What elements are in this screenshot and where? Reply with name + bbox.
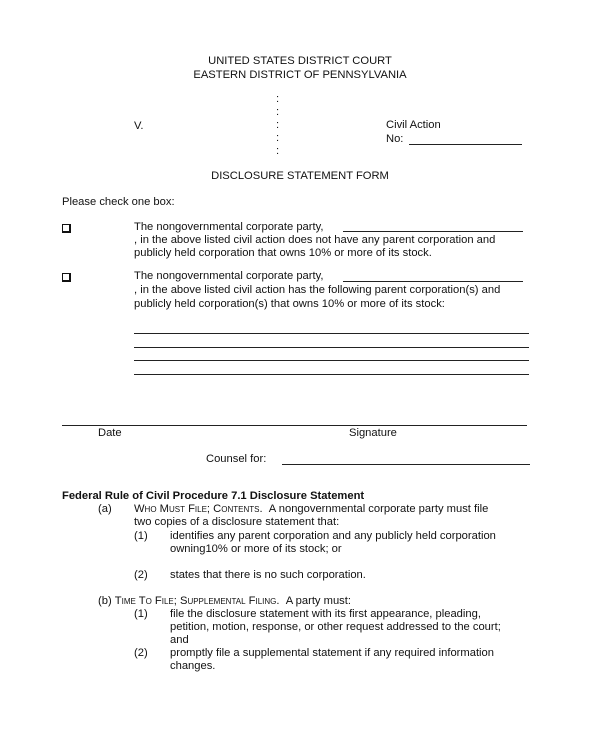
option-2-party-field[interactable] [343, 281, 523, 282]
court-name: UNITED STATES DISTRICT COURT [208, 55, 392, 67]
rule-b2-line-1: promptly file a supplemental statement if any required information [170, 647, 494, 659]
option-2-checkbox[interactable] [62, 273, 71, 282]
rule-b-line-1 [98, 595, 351, 608]
rule-b2-line-2: changes. [170, 660, 216, 672]
date-signature-line[interactable] [62, 425, 527, 426]
rule-b1-line-3: and [170, 634, 189, 646]
counsel-field[interactable] [282, 464, 530, 465]
case-number-label: No: [386, 133, 404, 145]
caption-colon: : [276, 93, 280, 105]
rule-a1-line-2: owning10% or more of its stock; or [170, 543, 342, 555]
form-title: DISCLOSURE STATEMENT FORM [211, 170, 389, 182]
case-number-field[interactable] [409, 144, 522, 145]
instruction-text: Please check one box: [62, 196, 175, 208]
date-label: Date [98, 427, 122, 439]
rule-a-caption: Who Must File; Contents. [134, 503, 263, 515]
option-1-line-2: , in the above listed civil action does not have any parent corporation and [134, 234, 496, 246]
rule-b-caption: Time To File; Supplemental Filing. [114, 595, 280, 607]
caption-colon: : [276, 119, 280, 131]
caption-colon: : [276, 145, 280, 157]
caption-colon: : [276, 106, 280, 118]
court-district: EASTERN DISTRICT OF PENNSYLVANIA [193, 69, 407, 81]
option-2-line-3: publicly held corporation(s) that owns 10% or more of its stock: [134, 298, 445, 310]
option-2-line-2: , in the above listed civil action has the following parent corporation(s) and [134, 284, 501, 296]
parent-corporation-line[interactable] [134, 374, 529, 375]
rule-b-text: A party must: [285, 595, 351, 607]
rule-b2-marker: (2) [134, 647, 148, 659]
rule-a1-marker: (1) [134, 530, 148, 542]
rule-a2-line-1: states that there is no such corporation. [170, 569, 366, 581]
rule-a-text: A nongovernmental corporate party must file [268, 503, 489, 515]
rule-b-marker: (b) [98, 595, 112, 607]
rule-a-line-2: two copies of a disclosure statement that: [134, 516, 340, 528]
rule-b1-line-2: petition, motion, response, or other request addressed to the court; [170, 621, 501, 633]
civil-action-label: Civil Action [386, 119, 441, 131]
caption-colon: : [276, 132, 280, 144]
option-1-line-3: publicly held corporation that owns 10% or more of its stock. [134, 247, 432, 259]
rule-b1-line-1: file the disclosure statement with its first appearance, pleading, [170, 608, 481, 620]
option-2-line-1: The nongovernmental corporate party, [134, 270, 324, 282]
signature-label: Signature [349, 427, 397, 439]
option-1-checkbox[interactable] [62, 224, 71, 233]
rule-a-line-1 [134, 503, 488, 516]
rule-heading: Federal Rule of Civil Procedure 7.1 Disclosure Statement [62, 490, 365, 502]
rule-b1-marker: (1) [134, 608, 148, 620]
parent-corporation-line[interactable] [134, 360, 529, 361]
option-1-party-field[interactable] [343, 231, 523, 232]
option-1-line-1: The nongovernmental corporate party, [134, 221, 324, 233]
rule-a1-line-1: identifies any parent corporation and any publicly held corporation [170, 530, 496, 542]
counsel-label: Counsel for: [206, 453, 267, 465]
parent-corporation-line[interactable] [134, 333, 529, 334]
rule-a-marker: (a) [98, 503, 112, 515]
caption-versus: V. [134, 120, 144, 132]
rule-a2-marker: (2) [134, 569, 148, 581]
parent-corporation-line[interactable] [134, 347, 529, 348]
